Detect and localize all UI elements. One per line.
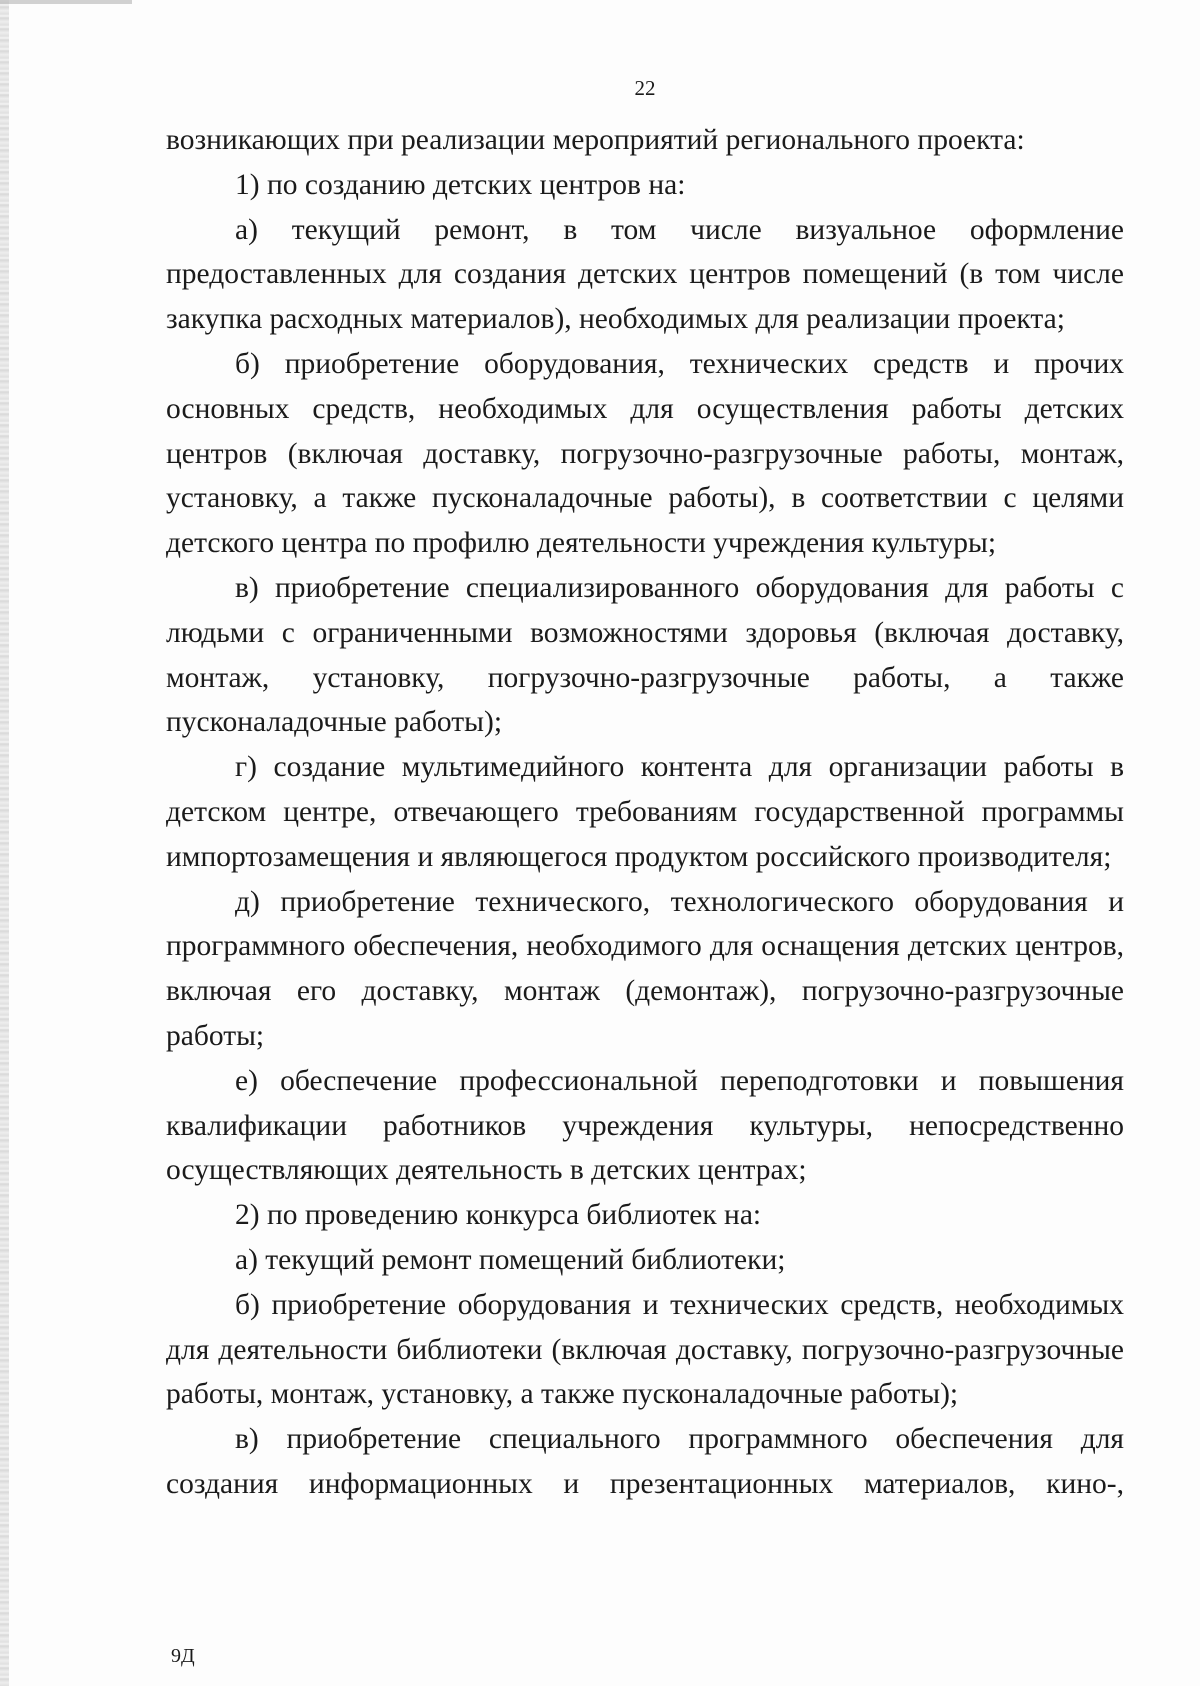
scan-top-artifact: [0, 0, 132, 4]
page-number: 22: [634, 76, 656, 100]
paragraph-item-1e: е) обеспечение профессиональной переподготовки и повышения квалификации работников учреждения культуры, непосредственно осуществляющих деятельность в детских центрах;: [166, 1064, 1124, 1187]
paragraph-item-1d: д) приобретение технического, технологического оборудования и программного обеспечения, необходимого для оснащения детских центров, включая его доставку, монтаж (демонтаж), погрузочно-разгрузочные работы;: [166, 885, 1124, 1052]
paragraph-item-2b: б) приобретение оборудования и технических средств, необходимых для деятельности библиотеки (включая доставку, погрузочно-разгрузочные работы, монтаж, установку, а также пусконаладочные работы);: [166, 1288, 1124, 1411]
paragraph-item-2v: в) приобретение специального программного обеспечения для создания информационных и презентационных материалов, кино-,: [166, 1423, 1124, 1500]
footer-code: 9Д: [171, 1645, 195, 1667]
paragraph-item-1v: в) приобретение специализированного оборудования для работы с людьми с ограниченными возможностями здоровья (включая доставку, монтаж, установку, погрузочно-разгрузочные работы, а также пусконаладочные работы);: [166, 571, 1124, 739]
paragraph-intro: возникающих при реализации мероприятий регионального проекта:: [166, 124, 1025, 156]
paragraph-item-1: 1) по созданию детских центров на:: [235, 168, 686, 201]
scan-edge-artifact: [0, 0, 9, 1686]
paragraph-item-2: 2) по проведению конкурса библиотек на:: [235, 1199, 762, 1232]
paragraph-item-1b: б) приобретение оборудования, технических средств и прочих основных средств, необходимых для осуществления работы детских центров (включая доставку, погрузочно-разгрузочные работы, монтаж, установку, а также пусконаладочные работы), в соответствии с целями детского центра по профилю деятельности учреждения культуры;: [166, 347, 1124, 560]
paragraph-item-1g: г) создание мультимедийного контента для организации работы в детском центре, отвечающего требованиям государственной программы импортозамещения и являющегося продуктом российского производителя;: [166, 751, 1124, 873]
document-body: [166, 118, 1124, 1507]
paragraph-item-1a: а) текущий ремонт, в том числе визуальное оформление предоставленных для создания детских центров помещений (в том числе закупка расходных материалов), необходимых для реализации проекта;: [166, 213, 1124, 336]
paragraph-item-2a: а) текущий ремонт помещений библиотеки;: [235, 1243, 786, 1276]
